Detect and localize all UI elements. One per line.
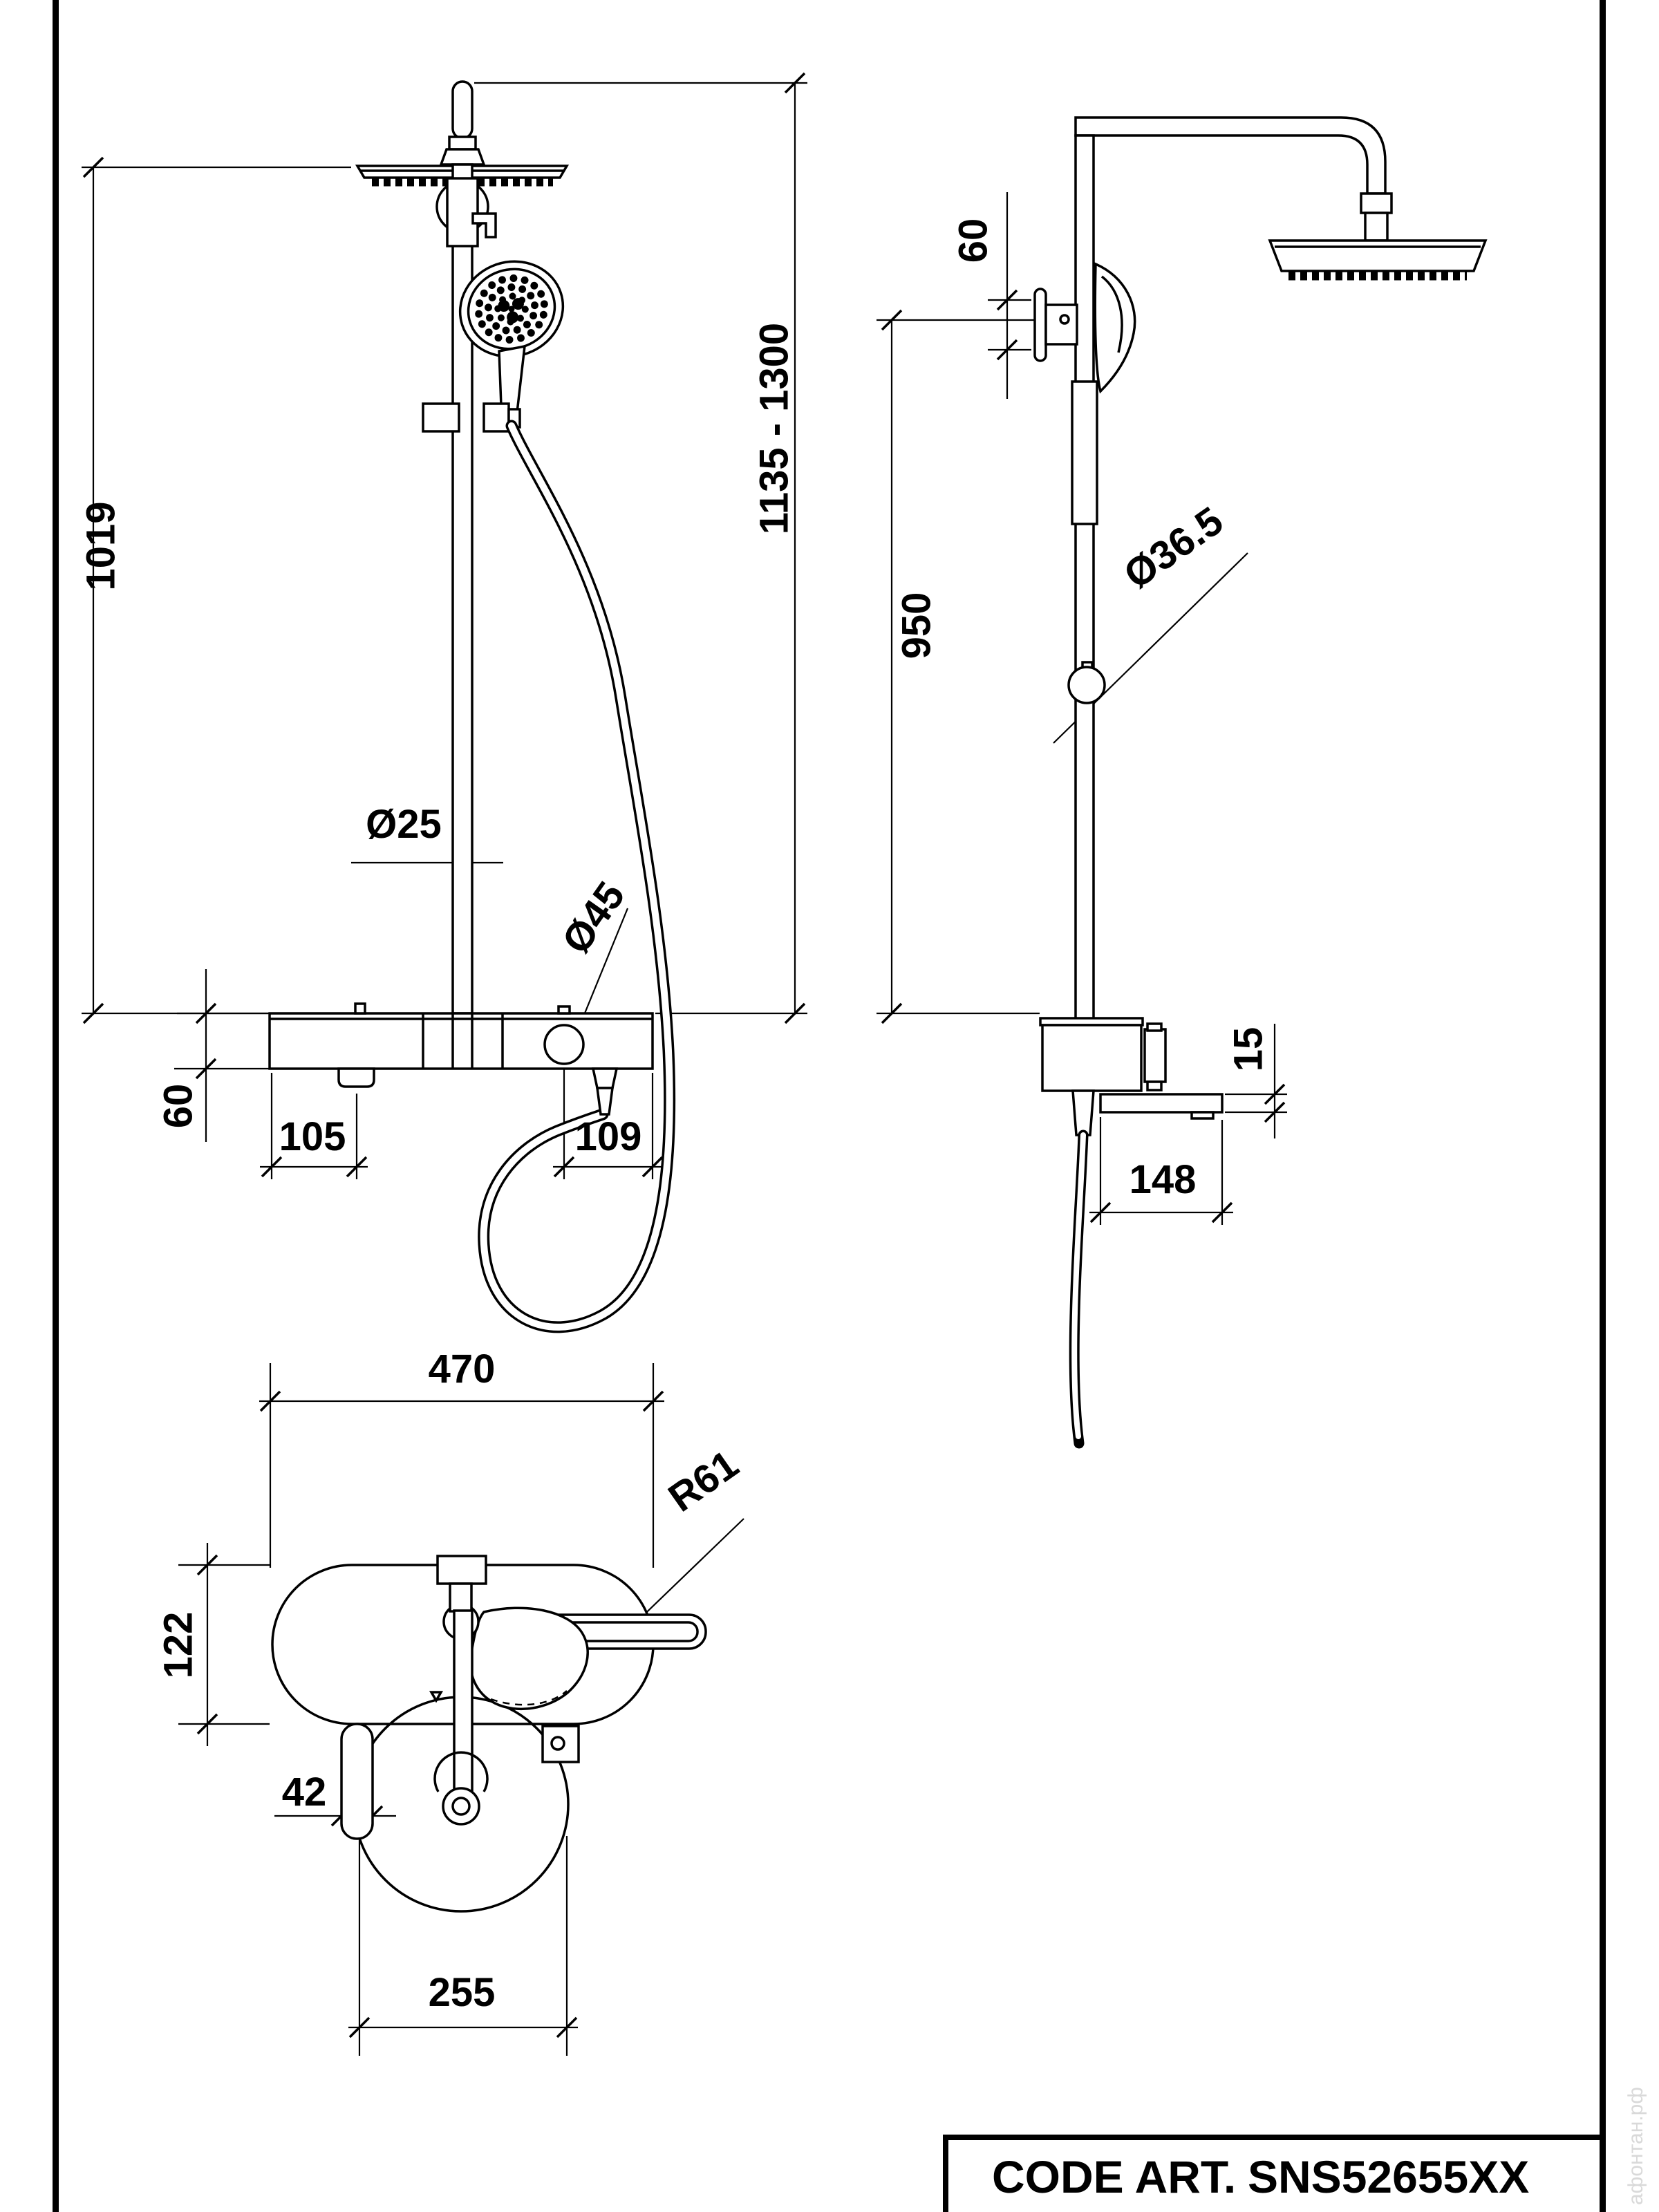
hose-nipple (597, 1088, 612, 1114)
dim-shelf-depth-top: 122 (156, 1611, 201, 1679)
control-knob-side (1145, 1029, 1165, 1082)
title-block-code: SNS52655XX (1248, 2151, 1530, 2202)
title-block-label: CODE ART. (992, 2151, 1237, 2202)
head-connector-side (1361, 194, 1391, 213)
spout-front (339, 1069, 374, 1087)
dim-bracket-offset: 60 (950, 218, 996, 263)
top-view (156, 1347, 747, 2056)
dim-front-height: 1019 (78, 501, 124, 591)
page-border-right (1600, 0, 1606, 2212)
pipe-sleeve-side (1072, 382, 1097, 524)
dim-shelf-width: 470 (428, 1347, 496, 1391)
dim-front-overall-height: 1135 - 1300 (751, 322, 797, 535)
dim-holder-radius: R61 (660, 1441, 747, 1521)
dim-spout-width: 42 (281, 1770, 327, 1815)
hose-nipple-side (1073, 1091, 1094, 1135)
shower-hose-front (484, 426, 670, 1327)
dim-column-height: 950 (894, 592, 939, 659)
wall-bracket-side (1035, 289, 1077, 361)
control-knob-front (545, 1025, 583, 1064)
knob-index-mark (559, 1006, 570, 1013)
dim-shelf-depth: 148 (1129, 1157, 1197, 1202)
rain-head-side (1270, 241, 1485, 276)
holder-ring-side (1069, 667, 1105, 703)
shelf-mixer-side (1040, 1018, 1222, 1135)
dim-shelf-height: 60 (156, 1083, 201, 1129)
riser-pipe-side (1076, 135, 1094, 1020)
hose-outlet-top-view (543, 1726, 579, 1762)
pipe-sleeve-front (447, 178, 478, 246)
side-view (877, 118, 1485, 1443)
spout-top-view (341, 1724, 373, 1839)
dim-spout-offset: 105 (279, 1114, 346, 1159)
column-top-pin (441, 82, 484, 165)
front-view (78, 73, 807, 1327)
hose-outlet (593, 1069, 617, 1088)
dim-holder-diameter: Ø36.5 (1116, 498, 1231, 598)
shower-hose-side (1074, 1135, 1083, 1443)
shelf-mixer-front (270, 1004, 653, 1114)
riser-pipe-top-view (454, 1611, 472, 1794)
shower-arm-side (1076, 118, 1385, 194)
watermark-text: афонтан.рф (1624, 2087, 1647, 2205)
page-border-left (53, 0, 59, 2212)
dim-head-diameter: 255 (428, 1970, 496, 2015)
dim-knob-offset: 109 (574, 1114, 642, 1159)
title-block (943, 2135, 1602, 2212)
spout-index-mark (355, 1004, 365, 1013)
dim-shelf-thickness: 15 (1226, 1027, 1271, 1072)
dim-knob-diameter: Ø45 (553, 874, 634, 962)
dim-pipe-diameter: Ø25 (366, 802, 442, 847)
